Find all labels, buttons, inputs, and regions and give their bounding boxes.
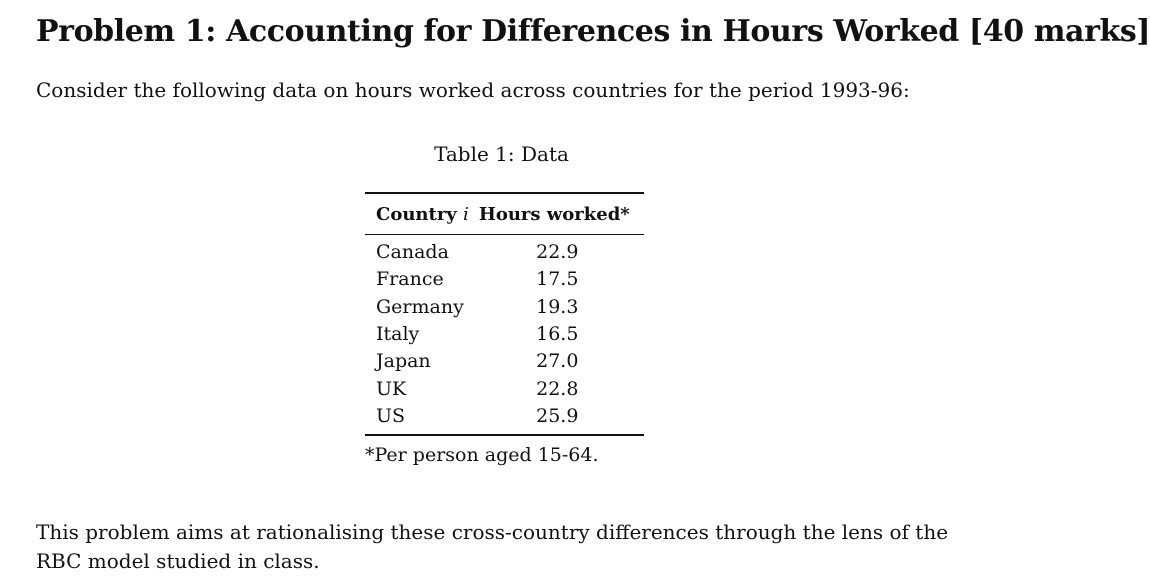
table-row <box>365 321 644 348</box>
table-row <box>365 266 644 293</box>
table-row <box>365 375 644 402</box>
country-cell: US <box>376 404 406 427</box>
country-cell: France <box>376 268 444 291</box>
country-cell: Italy <box>376 323 420 346</box>
table-row <box>365 403 644 435</box>
table-row <box>365 294 644 321</box>
hours-cell: 17.5 <box>536 268 579 291</box>
hours-worked-table <box>365 192 644 436</box>
table-header-row <box>365 193 644 235</box>
hours-cell: 19.3 <box>536 295 579 318</box>
country-cell: Canada <box>376 241 449 264</box>
hours-cell: 22.8 <box>536 377 579 400</box>
table-footnote: *Per person aged 15-64. <box>365 444 599 466</box>
hours-cell: 22.9 <box>536 241 579 264</box>
data-table-container <box>365 192 644 436</box>
hours-cell: 25.9 <box>536 404 579 427</box>
header-country-label: Country <box>376 203 457 225</box>
table-row <box>365 348 644 375</box>
closing-paragraph: This problem aims at rationalising these cross-country differences through the lens of the RBC model studied in class. <box>36 520 949 573</box>
country-cell: UK <box>376 377 407 400</box>
header-country <box>365 193 477 235</box>
country-cell: Germany <box>376 295 464 318</box>
problem-title: Problem 1: Accounting for Differences in Hours Worked [40 marks] <box>36 14 1150 49</box>
country-cell: Japan <box>376 350 431 373</box>
table-caption: Table 1: Data <box>434 142 569 166</box>
table-row <box>365 235 644 267</box>
header-hours: Hours worked* <box>478 203 630 225</box>
header-country-symbol: i <box>463 203 469 225</box>
intro-paragraph: Consider the following data on hours worked across countries for the period 1993-96: <box>36 78 910 102</box>
hours-cell: 16.5 <box>536 323 579 346</box>
hours-cell: 27.0 <box>536 350 579 373</box>
